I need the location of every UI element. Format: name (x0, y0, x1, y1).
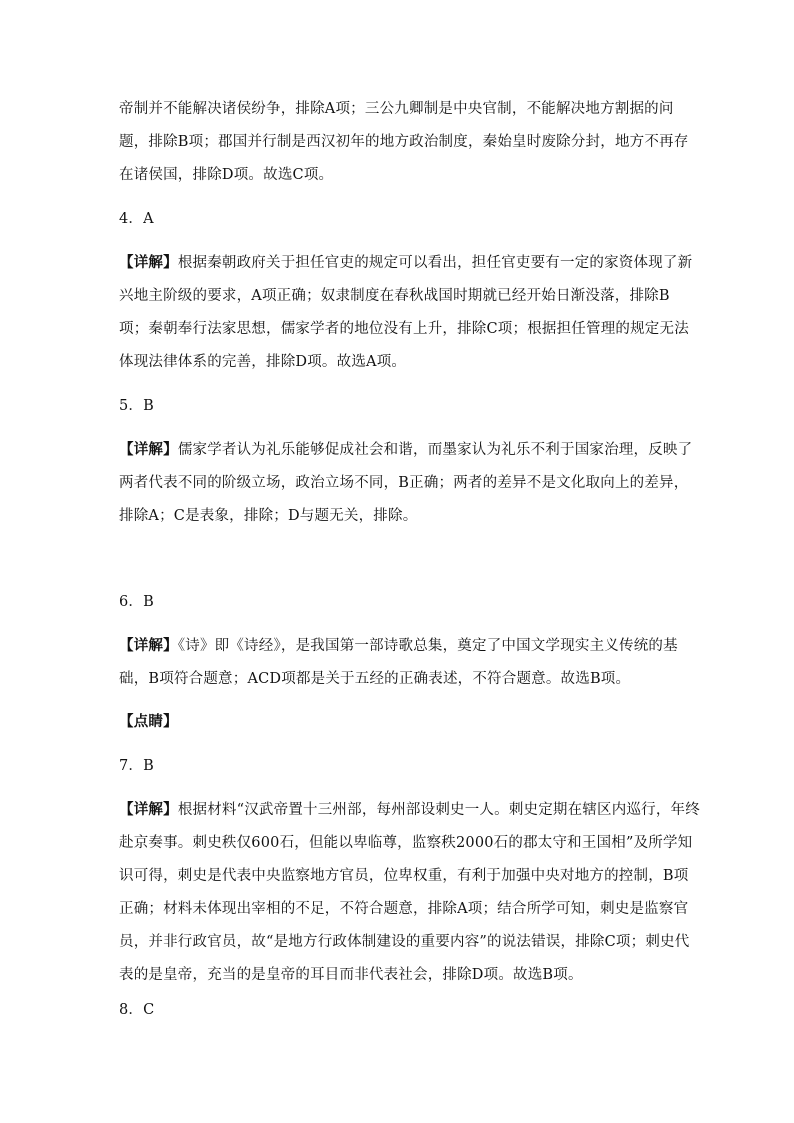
text-line: 正确；材料未体现出宰相的不足，不符合题意，排除A项；结合所学可知，刺史是监察官 (119, 901, 689, 917)
text-line: 【详解】根据秦朝政府关于担任官吏的规定可以看出，担任官吏要有一定的家资体现了新 (119, 254, 693, 271)
text-line: 础，B项符合题意；ACD项都是关于五经的正确表述，不符合题意。故选B项。 (119, 671, 631, 687)
question-number: 6．B (119, 594, 154, 610)
text-line: 题，排除B项；郡国并行制是西汉初年的地方政治制度，秦始皇时废除分封，地方不再存 (119, 134, 689, 150)
text-line: 项；秦朝奉行法家思想，儒家学者的地位没有上升，排除C项；根据担任管理的规定无法 (119, 321, 689, 337)
section-label: 【点睛】 (119, 713, 178, 730)
detail-label: 【详解】 (119, 441, 178, 458)
detail-label: 【详解】 (119, 801, 178, 818)
text-line: 识可得，刺史是代表中央监察地方官员，位卑权重，有利于加强中央对地方的控制，B项 (119, 868, 689, 884)
question-number: 4．A (119, 211, 154, 227)
text-line: 【详解】《诗》即《诗经》，是我国第一部诗歌总集，奠定了中国文学现实主义传统的基 (119, 637, 678, 654)
text-line: 排除A；C是表象，排除；D与题无关，排除。 (119, 508, 418, 524)
question-number: 7．B (119, 758, 154, 774)
text-line: 赴京奏事。刺史秩仅600石，但能以卑临尊，监察秩2000石的郡太守和王国相”及所学知 (119, 835, 693, 851)
text-line: 体现法律体系的完善，排除D项。故选A项。 (119, 354, 407, 370)
text-line: 表的是皇帝，充当的是皇帝的耳目而非代表社会，排除D项。故选B项。 (119, 967, 583, 983)
text-line: 【详解】根据材料“汉武帝置十三州部，每州部设刺史一人。刺史定期在辖区内巡行，年终 (119, 801, 700, 818)
text-line: 两者代表不同的阶级立场，政治立场不同，B正确；两者的差异不是文化取向上的差异， (119, 475, 689, 491)
text-line: 兴地主阶级的要求，A项正确；奴隶制度在春秋战国时期就已经开始日渐没落，排除B (119, 288, 670, 304)
question-number: 5．B (119, 398, 154, 414)
text-line: 员，并非行政官员，故“是地方行政体制建设的重要内容”的说法错误，排除C项；刺史代 (119, 934, 690, 950)
text-line: 帝制并不能解决诸侯纷争，排除A项；三公九卿制是中央官制，不能解决地方割据的问 (119, 101, 674, 117)
detail-label: 【详解】 (119, 254, 178, 271)
text-line: 在诸侯国，排除D项。故选C项。 (119, 167, 334, 183)
detail-label: 【详解】 (119, 637, 178, 654)
question-number: 8．C (119, 1002, 155, 1018)
text-line: 【详解】儒家学者认为礼乐能够促成社会和谐，而墨家认为礼乐不利于国家治理，反映了 (119, 441, 693, 458)
